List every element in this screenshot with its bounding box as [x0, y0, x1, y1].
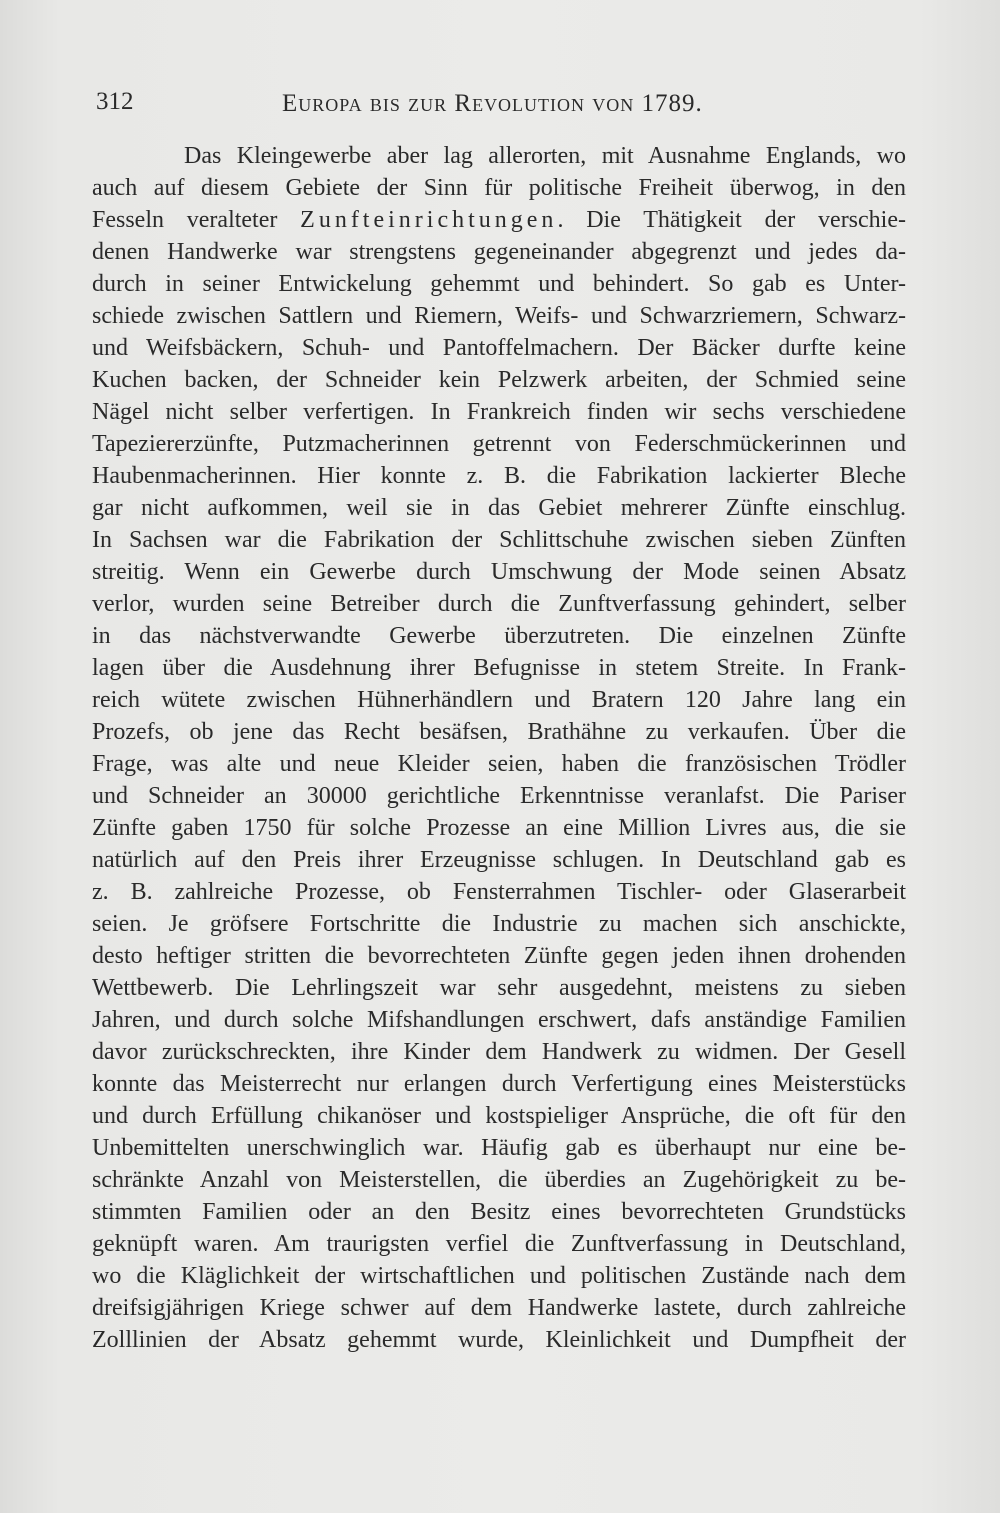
text-line: schränkte Anzahl von Meisterstellen, die überdies an Zugehörigkeit zu be-: [92, 1167, 906, 1193]
text-line: wo die Kläglichkeit der wirtschaftlichen und politischen Zustände nach dem: [92, 1263, 906, 1289]
text-line: Unbemittelten unerschwinglich war. Häufig gab es überhaupt nur eine be-: [92, 1135, 906, 1161]
text-line: denen Handwerke war strengstens gegeneinander abgegrenzt und jedes da-: [92, 239, 906, 265]
text-line: Zolllinien der Absatz gehemmt wurde, Kleinlichkeit und Dumpfheit der: [92, 1327, 906, 1353]
text-line: davor zurückschreckten, ihre Kinder dem Handwerk zu widmen. Der Gesell: [92, 1039, 906, 1065]
text-line: stimmten Familien oder an den Besitz eines bevorrechteten Grundstücks: [92, 1199, 906, 1225]
text-line: Fesseln veralteter Zunfteinrichtungen. Die Thätigkeit der verschie-: [92, 207, 906, 233]
text-line: Prozefs, ob jene das Recht besäfsen, Brathähne zu verkaufen. Über die: [92, 719, 906, 745]
text-line: und durch Erfüllung chikanöser und kostspieliger Ansprüche, die oft für den: [92, 1103, 906, 1129]
text-line: Nägel nicht selber verfertigen. In Frankreich finden wir sechs verschiedene: [92, 399, 906, 425]
body-paragraph: [92, 140, 906, 1356]
text-line: dreifsigjährigen Kriege schwer auf dem Handwerke lastete, durch zahlreiche: [92, 1295, 906, 1321]
text-line: und Weifsbäckern, Schuh- und Pantoffelmachern. Der Bäcker durfte keine: [92, 335, 906, 361]
text-line: in das nächstverwandte Gewerbe überzutreten. Die einzelnen Zünfte: [92, 623, 906, 649]
text-line: Kuchen backen, der Schneider kein Pelzwerk arbeiten, der Schmied seine: [92, 367, 906, 393]
page-header: [96, 84, 906, 124]
text-line: reich wütete zwischen Hühnerhändlern und Bratern 120 Jahre lang ein: [92, 687, 906, 713]
text-line: durch in seiner Entwickelung gehemmt und behindert. So gab es Unter-: [92, 271, 906, 297]
text-line: In Sachsen war die Fabrikation der Schlittschuhe zwischen sieben Zünften: [92, 527, 906, 553]
page-number: 312: [96, 88, 134, 115]
text-line: auch auf diesem Gebiete der Sinn für politische Freiheit überwog, in den: [92, 175, 906, 201]
text-line: natürlich auf den Preis ihrer Erzeugnisse schlugen. In Deutschland gab es: [92, 847, 906, 873]
text-line: streitig. Wenn ein Gewerbe durch Umschwung der Mode seinen Absatz: [92, 559, 906, 585]
text-line: Haubenmacherinnen. Hier konnte z. B. die Fabrikation lackierter Bleche: [92, 463, 906, 489]
text-line: Zünfte gaben 1750 für solche Prozesse an eine Million Livres aus, die sie: [92, 815, 906, 841]
text-line: und Schneider an 30000 gerichtliche Erkenntnisse veranlafst. Die Pariser: [92, 783, 906, 809]
text-line: Frage, was alte und neue Kleider seien, haben die französischen Trödler: [92, 751, 906, 777]
text-line: geknüpft waren. Am traurigsten verfiel die Zunftverfassung in Deutschland,: [92, 1231, 906, 1257]
text-line: Tapeziererzünfte, Putzmacherinnen getrennt von Federschmückerinnen und: [92, 431, 906, 457]
text-line: desto heftiger stritten die bevorrechteten Zünfte gegen jeden ihnen drohenden: [92, 943, 906, 969]
text-line: schiede zwischen Sattlern und Riemern, Weifs- und Schwarzriemern, Schwarz-: [92, 303, 906, 329]
emphasized-word: Zunfteinrichtungen: [300, 207, 558, 233]
text-line: gar nicht aufkommen, weil sie in das Gebiet mehrerer Zünfte einschlug.: [92, 495, 906, 521]
text-line: verlor, wurden seine Betreiber durch die Zunftverfassung gehindert, selber: [92, 591, 906, 617]
running-title: Europa bis zur Revolution von 1789.: [282, 90, 703, 117]
text-line: Jahren, und durch solche Mifshandlungen erschwert, dafs anständige Familien: [92, 1007, 906, 1033]
text-line: lagen über die Ausdehnung ihrer Befugnisse in stetem Streite. In Frank-: [92, 655, 906, 681]
text-line: konnte das Meisterrecht nur erlangen durch Verfertigung eines Meisterstücks: [92, 1071, 906, 1097]
text-line: z. B. zahlreiche Prozesse, ob Fensterrahmen Tischler- oder Glaserarbeit: [92, 879, 906, 905]
text-line: Das Kleingewerbe aber lag allerorten, mit Ausnahme Englands, wo: [184, 143, 906, 169]
text-line: seien. Je gröfsere Fortschritte die Industrie zu machen sich anschickte,: [92, 911, 906, 937]
text-line: Wettbewerb. Die Lehrlingszeit war sehr ausgedehnt, meistens zu sieben: [92, 975, 906, 1001]
